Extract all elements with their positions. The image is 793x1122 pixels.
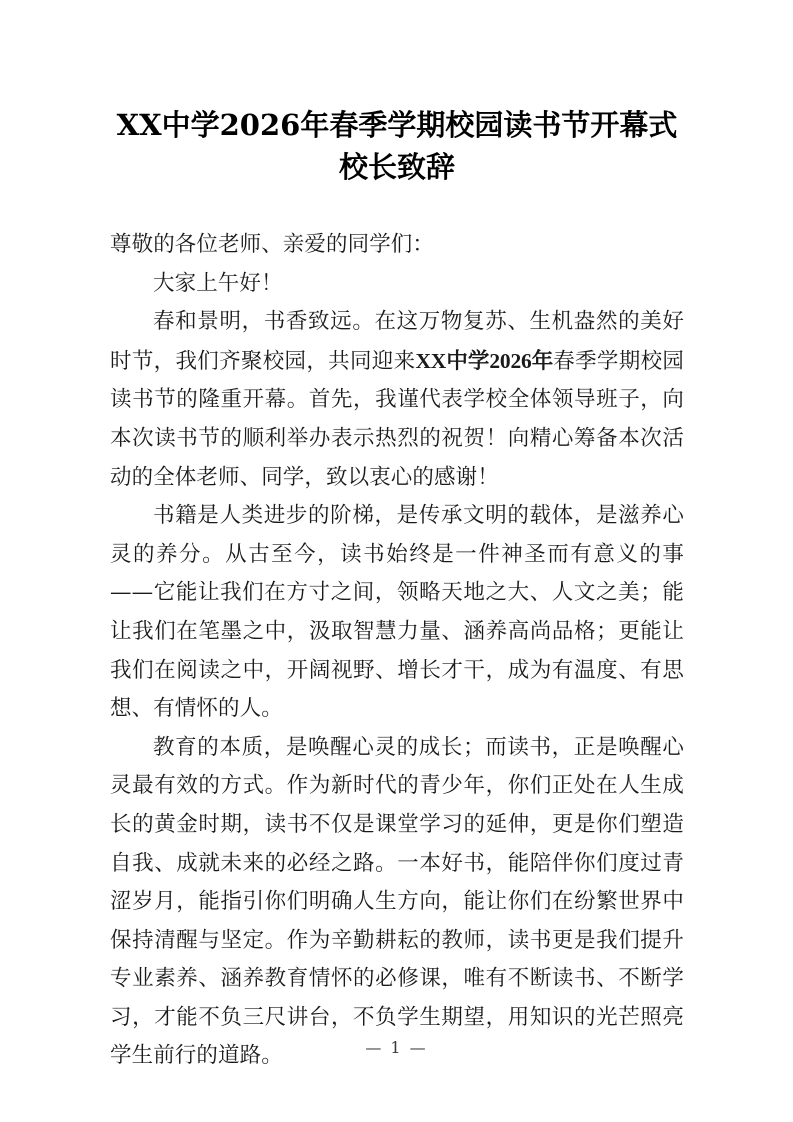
paragraph-education-essence: 教育的本质，是唤醒心灵的成长；而读书，正是唤醒心灵最有效的方式。作为新时代的青少年，你们正处在人生成长的黄金时期，读书不仅是课堂学习的延伸，更是你们塑造自我、成就未来的必经之路。一本好书，能陪伴你们度过青涩岁月，能指引你们明确人生方向，能让你们在纷繁世界中保持清醒与坚定。作为辛勤耕耘的教师，读书更是我们提升专业素养、涵养教育情怀的必修课，唯有不断读书、不断学习，才能不负三尺讲台，不负学生期望，用知识的光芒照亮学生前行的道路。: [110, 734, 684, 1069]
paragraph-salutation: 尊敬的各位老师、亲爱的同学们：: [110, 232, 435, 257]
paragraph-greeting: 大家上午好！: [153, 270, 283, 296]
title-line-1: XX中学2026年春季学期校园读书节开幕: [116, 108, 649, 142]
paragraph-opening: [110, 303, 684, 497]
paragraph-opening-emphasis: XX中学2026年: [415, 348, 554, 373]
document-content: [110, 104, 684, 1076]
page-number-footer: — 1 —: [365, 1038, 428, 1057]
paragraph-opening-text-after: 春季学期校园读书节的隆重开幕。首先，我谨代表学校全体领导班子，向本次读书节的顺利举办表示热烈的祝贺！向精心筹备本次活动的全体老师、同学，致以衷心的感谢！: [110, 348, 684, 490]
paragraph-books-value: 书籍是人类进步的阶梯，是传承文明的载体，是滋养心灵的养分。从古至今，读书始终是一件神圣而有意义的事——它能让我们在方寸之间，领略天地之大、人文之美；能让我们在笔墨之中，汲取智慧力量、涵养高尚品格；更能让我们在阅读之中，开阔视野、增长才干，成为有温度、有思想、有情怀的人。: [110, 503, 684, 722]
page-title: [110, 104, 684, 188]
title-line-2: 式校长致辞: [338, 108, 678, 184]
paragraph-opening-text-before: 春和景明，书香致远。在这万物复苏、生机盎然的美好时节，我们齐聚校园，共同迎来: [110, 309, 684, 374]
